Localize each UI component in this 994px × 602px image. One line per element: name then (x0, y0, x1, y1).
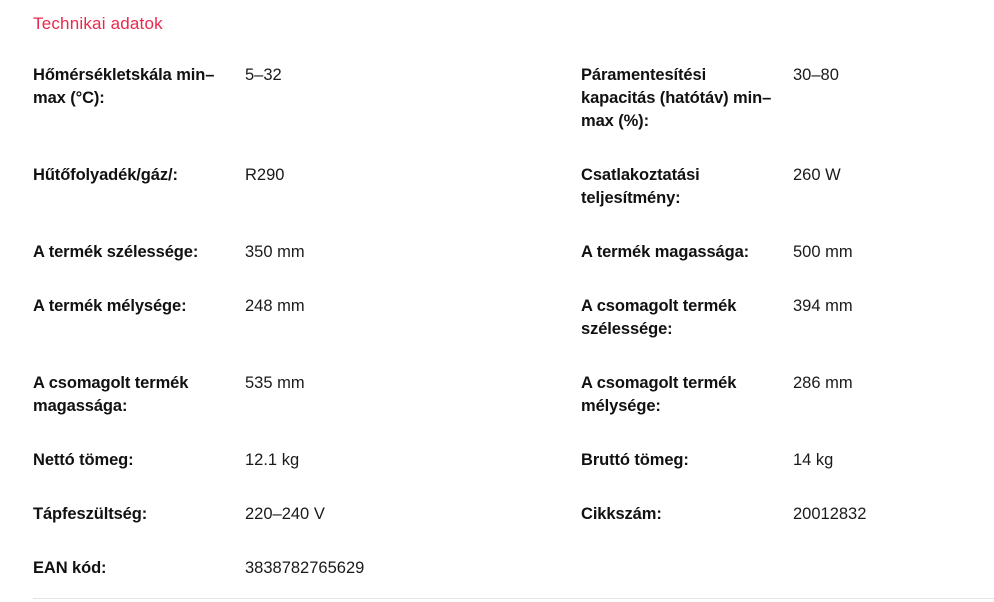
spec-value-packed-height: 535 mm (245, 374, 305, 392)
spec-value-product-height: 500 mm (793, 243, 853, 261)
spec-label-ean-code: EAN kód: (33, 559, 107, 577)
spec-value-net-weight: 12.1 kg (245, 451, 300, 469)
spec-label-product-width: A termék szélessége: (33, 243, 199, 261)
spec-value-supply-voltage: 220–240 V (245, 505, 325, 523)
spec-value-gross-weight: 14 kg (793, 451, 834, 469)
spec-label-product-depth: A termék mélysége: (33, 297, 187, 315)
spec-value-temperature-range: 5–32 (245, 66, 282, 84)
spec-label-refrigerant: Hűtőfolyadék/gáz/: (33, 166, 178, 184)
spec-value-product-width: 350 mm (245, 243, 305, 261)
spec-value-packed-width: 394 mm (793, 297, 853, 315)
spec-value-packed-depth: 286 mm (793, 374, 853, 392)
spec-value-ean-code: 3838782765629 (245, 559, 365, 577)
spec-label-packed-depth: A csomagolt termék mélysége: (581, 374, 737, 415)
bottom-divider (33, 598, 994, 599)
spec-label-packed-height: A csomagolt termék magassága: (33, 374, 189, 415)
section-title: Technikai adatok (33, 14, 163, 33)
spec-label-temperature-range: Hőmérsékletskála min–max (°C): (33, 66, 215, 107)
spec-label-packed-width: A csomagolt termék szélessége: (581, 297, 737, 338)
spec-label-article-number: Cikkszám: (581, 505, 662, 523)
spec-value-product-depth: 248 mm (245, 297, 305, 315)
spec-value-dehumidify-capacity: 30–80 (793, 66, 839, 84)
spec-label-connected-power: Csatlakoztatási teljesítmény: (581, 166, 700, 207)
spec-value-refrigerant: R290 (245, 166, 285, 184)
spec-label-supply-voltage: Tápfeszültség: (33, 505, 148, 523)
spec-label-gross-weight: Bruttó tömeg: (581, 451, 689, 469)
spec-value-connected-power: 260 W (793, 166, 841, 184)
spec-label-dehumidify-capacity: Páramentesítési kapacitás (hatótáv) min–max (%): (581, 66, 772, 130)
spec-table (33, 64, 994, 580)
spec-label-net-weight: Nettó tömeg: (33, 451, 134, 469)
spec-value-article-number: 20012832 (793, 505, 867, 523)
spec-label-product-height: A termék magassága: (581, 243, 750, 261)
